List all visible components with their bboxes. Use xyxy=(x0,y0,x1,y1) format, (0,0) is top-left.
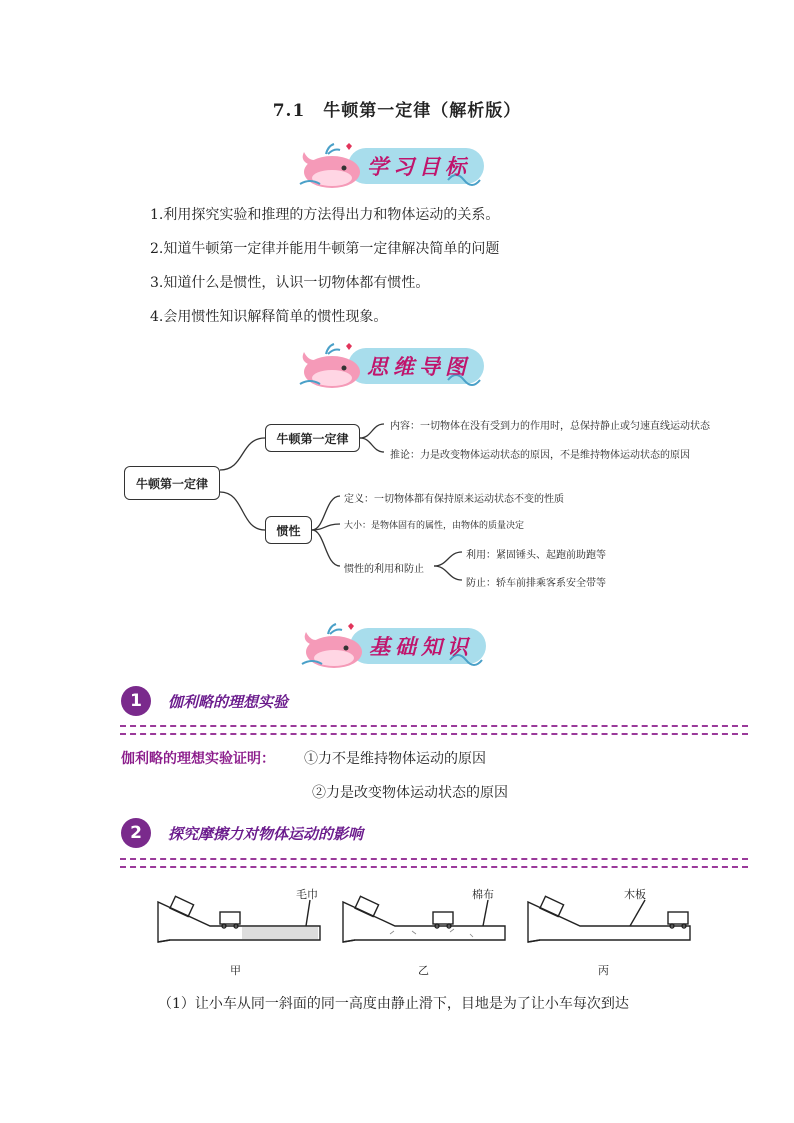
section-number: 2 xyxy=(121,818,151,848)
basics-banner xyxy=(300,620,490,672)
figure-caption: 乙 xyxy=(418,964,429,977)
goals-banner xyxy=(298,140,488,192)
goal-item: 1.利用探究实验和推理的方法得出力和物体运动的关系。 xyxy=(150,207,500,223)
question-text: （1）让小车从同一斜面的同一高度由静止滑下，目地是为了让小车每次到达 xyxy=(158,996,629,1012)
galileo-point-1: ①力不是维持物体运动的原因 xyxy=(304,751,486,767)
mindmap-leaf-use: 利用：紧固锤头、起跑前助跑等 xyxy=(466,550,606,561)
mindmap-leaf-use-prevent: 惯性的利用和防止 xyxy=(344,564,424,575)
section-divider xyxy=(120,725,748,735)
galileo-label: 伽利略的理想实验证明： xyxy=(121,751,275,767)
goals-banner-title: 学习目标 xyxy=(367,155,471,179)
surface-label-wood: 木板 xyxy=(624,888,646,901)
goal-item: 2.知道牛顿第一定律并能用牛顿第一定律解决简单的问题 xyxy=(150,241,500,257)
figure-caption: 丙 xyxy=(598,964,609,977)
mindmap-leaf-inference: 推论：力是改变物体运动状态的原因，不是维持物体运动状态的原因 xyxy=(390,450,690,461)
section-title: 伽利略的理想实验 xyxy=(168,693,289,711)
mindmap-leaf-prevent: 防止：轿车前排乘客系安全带等 xyxy=(466,578,606,589)
figure-caption: 甲 xyxy=(230,964,241,977)
goal-item: 4.会用惯性知识解释简单的惯性现象。 xyxy=(150,309,388,325)
mindmap-banner-title: 思维导图 xyxy=(367,355,471,379)
mindmap-branch-newton: 牛顿第一定律 xyxy=(265,424,360,452)
galileo-point-2: ②力是改变物体运动状态的原因 xyxy=(312,785,508,801)
mindmap-banner xyxy=(298,340,488,392)
basics-banner-title: 基础知识 xyxy=(369,635,473,659)
surface-label-towel: 毛巾 xyxy=(296,888,318,901)
mindmap-root: 牛顿第一定律 xyxy=(124,466,220,500)
goal-item: 3.知道什么是惯性，认识一切物体都有惯性。 xyxy=(150,275,430,291)
page-title: 7.1 牛顿第一定律（解析版） xyxy=(272,101,522,121)
mindmap-branch-inertia: 惯性 xyxy=(265,516,312,544)
mindmap-leaf-magnitude: 大小：是物体固有的属性，由物体的质量决定 xyxy=(344,521,525,531)
section-divider xyxy=(120,858,748,868)
mindmap-leaf-content: 内容：一切物体在没有受到力的作用时，总保持静止或匀速直线运动状态 xyxy=(390,421,710,432)
section-number: 1 xyxy=(121,686,151,716)
surface-label-cotton: 棉布 xyxy=(472,888,494,901)
mindmap-leaf-definition: 定义：一切物体都有保持原来运动状态不变的性质 xyxy=(344,494,564,505)
section-title: 探究摩擦力对物体运动的影响 xyxy=(168,825,364,843)
